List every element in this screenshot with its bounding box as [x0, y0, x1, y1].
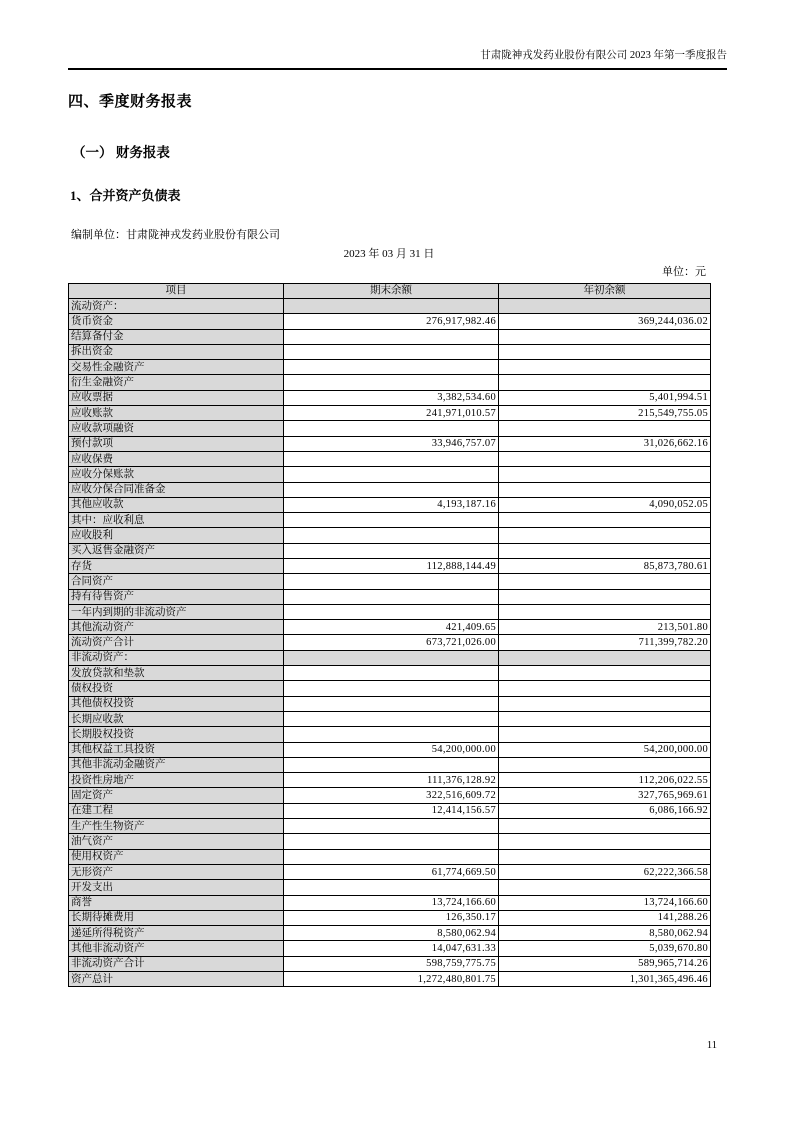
beginning-balance-value: 5,039,670.80	[499, 941, 711, 956]
table-row	[69, 421, 711, 436]
ending-balance-value: 13,724,166.60	[284, 895, 499, 910]
row-label: 其他应收款	[69, 497, 284, 512]
row-label: 流动资产：	[69, 298, 284, 313]
table-row	[69, 329, 711, 344]
table-row	[69, 910, 711, 925]
statement-date: 2023 年 03 月 31 日	[343, 247, 435, 260]
beginning-balance-value: 369,244,036.02	[499, 314, 711, 329]
row-label: 递延所得税资产	[69, 926, 284, 941]
row-label: 一年内到期的非流动资产	[69, 604, 284, 619]
table-row	[69, 941, 711, 956]
section-row	[69, 298, 711, 313]
row-label: 在建工程	[69, 803, 284, 818]
beginning-balance-value	[499, 574, 711, 589]
beginning-balance-value	[499, 344, 711, 359]
ending-balance-value	[284, 344, 499, 359]
table-row	[69, 864, 711, 879]
subsection-title: （一） 财务报表	[72, 144, 170, 160]
beginning-balance-value: 589,965,714.26	[499, 956, 711, 971]
row-label: 长期应收款	[69, 711, 284, 726]
row-label: 商誉	[69, 895, 284, 910]
ending-balance-value	[284, 849, 499, 864]
beginning-balance-value: 1,301,365,496.46	[499, 972, 711, 987]
beginning-balance-value	[499, 360, 711, 375]
row-label: 买入返售金融资产	[69, 543, 284, 558]
ending-balance-value	[284, 375, 499, 390]
table-row	[69, 849, 711, 864]
ending-balance-value	[284, 574, 499, 589]
table-row	[69, 972, 711, 987]
beginning-balance-value: 112,206,022.55	[499, 773, 711, 788]
table-row	[69, 344, 711, 359]
beginning-balance-value: 213,501.80	[499, 620, 711, 635]
ending-balance-value: 8,580,062.94	[284, 926, 499, 941]
row-label: 应收分保合同准备金	[69, 482, 284, 497]
row-label: 预付款项	[69, 436, 284, 451]
table-row	[69, 681, 711, 696]
ending-balance-value: 12,414,156.57	[284, 803, 499, 818]
beginning-balance-value	[499, 467, 711, 482]
table-row	[69, 406, 711, 421]
section-title: 四、季度财务报表	[68, 93, 193, 110]
beginning-balance-value	[499, 543, 711, 558]
table-row	[69, 742, 711, 757]
ending-balance-value: 14,047,631.33	[284, 941, 499, 956]
ending-balance-value	[284, 757, 499, 772]
row-label: 其他权益工具投资	[69, 742, 284, 757]
table-row	[69, 390, 711, 405]
ending-balance-value: 4,193,187.16	[284, 497, 499, 512]
ending-balance-value	[284, 834, 499, 849]
beginning-balance-value	[499, 451, 711, 466]
table-row	[69, 926, 711, 941]
row-label: 货币资金	[69, 314, 284, 329]
beginning-balance-value: 711,399,782.20	[499, 635, 711, 650]
column-header-item: 项目	[69, 283, 284, 298]
page-content	[68, 0, 727, 987]
ending-balance-value	[284, 819, 499, 834]
table-row	[69, 757, 711, 772]
ending-balance-value: 598,759,775.75	[284, 956, 499, 971]
prepared-by-label: 编制单位：甘肃陇神戎发药业股份有限公司	[71, 228, 280, 241]
ending-balance-value	[284, 604, 499, 619]
row-label: 投资性房地产	[69, 773, 284, 788]
ending-balance-value	[284, 650, 499, 665]
beginning-balance-value: 54,200,000.00	[499, 742, 711, 757]
beginning-balance-value	[499, 711, 711, 726]
ending-balance-value: 322,516,609.72	[284, 788, 499, 803]
beginning-balance-value: 4,090,052.05	[499, 497, 711, 512]
ending-balance-value	[284, 589, 499, 604]
beginning-balance-value: 13,724,166.60	[499, 895, 711, 910]
table-row	[69, 574, 711, 589]
row-label: 持有待售资产	[69, 589, 284, 604]
ending-balance-value	[284, 329, 499, 344]
beginning-balance-value	[499, 650, 711, 665]
table-row	[69, 528, 711, 543]
ending-balance-value	[284, 482, 499, 497]
table-header-row	[69, 283, 711, 298]
table-row	[69, 895, 711, 910]
row-label: 开发支出	[69, 880, 284, 895]
beginning-balance-value	[499, 298, 711, 313]
beginning-balance-value: 6,086,166.92	[499, 803, 711, 818]
table-row	[69, 467, 711, 482]
table-row	[69, 635, 711, 650]
beginning-balance-value	[499, 421, 711, 436]
row-label: 长期股权投资	[69, 727, 284, 742]
row-label: 其他非流动资产	[69, 941, 284, 956]
row-label: 发放贷款和垫款	[69, 666, 284, 681]
ending-balance-value: 54,200,000.00	[284, 742, 499, 757]
table-row	[69, 773, 711, 788]
row-label: 应收款项融资	[69, 421, 284, 436]
row-label: 其中：应收利息	[69, 513, 284, 528]
table-body	[69, 298, 711, 986]
row-label: 其他债权投资	[69, 696, 284, 711]
beginning-balance-value: 8,580,062.94	[499, 926, 711, 941]
beginning-balance-value	[499, 757, 711, 772]
document-header: 甘肃陇神戎发药业股份有限公司 2023 年第一季度报告	[68, 0, 727, 70]
table-row	[69, 436, 711, 451]
balance-sheet-table	[68, 283, 711, 988]
table-row	[69, 513, 711, 528]
table-row	[69, 375, 711, 390]
table-row	[69, 497, 711, 512]
row-label: 其他流动资产	[69, 620, 284, 635]
beginning-balance-value: 85,873,780.61	[499, 558, 711, 573]
table-row	[69, 482, 711, 497]
ending-balance-value: 1,272,480,801.75	[284, 972, 499, 987]
ending-balance-value	[284, 543, 499, 558]
row-label: 非流动资产：	[69, 650, 284, 665]
beginning-balance-value: 215,549,755.05	[499, 406, 711, 421]
beginning-balance-value: 327,765,969.61	[499, 788, 711, 803]
ending-balance-value	[284, 360, 499, 375]
beginning-balance-value	[499, 727, 711, 742]
beginning-balance-value	[499, 696, 711, 711]
row-label: 非流动资产合计	[69, 956, 284, 971]
beginning-balance-value: 62,222,366.58	[499, 864, 711, 879]
row-label: 固定资产	[69, 788, 284, 803]
table-row	[69, 604, 711, 619]
beginning-balance-value	[499, 528, 711, 543]
beginning-balance-value: 5,401,994.51	[499, 390, 711, 405]
beginning-balance-value: 141,288.26	[499, 910, 711, 925]
ending-balance-value	[284, 528, 499, 543]
column-header-beginning-balance: 年初余额	[499, 283, 711, 298]
row-label: 资产总计	[69, 972, 284, 987]
row-label: 应收保费	[69, 451, 284, 466]
table-row	[69, 360, 711, 375]
row-label: 交易性金融资产	[69, 360, 284, 375]
ending-balance-value	[284, 451, 499, 466]
beginning-balance-value: 31,026,662.16	[499, 436, 711, 451]
row-label: 拆出资金	[69, 344, 284, 359]
beginning-balance-value	[499, 880, 711, 895]
table-row	[69, 589, 711, 604]
row-label: 衍生金融资产	[69, 375, 284, 390]
row-label: 应收分保账款	[69, 467, 284, 482]
beginning-balance-value	[499, 589, 711, 604]
ending-balance-value: 276,917,982.46	[284, 314, 499, 329]
ending-balance-value	[284, 727, 499, 742]
table-row	[69, 880, 711, 895]
ending-balance-value: 33,946,757.07	[284, 436, 499, 451]
ending-balance-value	[284, 696, 499, 711]
table-row	[69, 314, 711, 329]
ending-balance-value	[284, 681, 499, 696]
table-row	[69, 711, 711, 726]
table-row	[69, 620, 711, 635]
table-row	[69, 956, 711, 971]
table-row	[69, 834, 711, 849]
table-row	[69, 803, 711, 818]
ending-balance-value: 111,376,128.92	[284, 773, 499, 788]
row-label: 应收股利	[69, 528, 284, 543]
table-row	[69, 819, 711, 834]
ending-balance-value: 3,382,534.60	[284, 390, 499, 405]
beginning-balance-value	[499, 681, 711, 696]
page-number: 11	[706, 1040, 717, 1051]
row-label: 使用权资产	[69, 849, 284, 864]
ending-balance-value: 241,971,010.57	[284, 406, 499, 421]
row-label: 油气资产	[69, 834, 284, 849]
table-row	[69, 727, 711, 742]
ending-balance-value: 112,888,144.49	[284, 558, 499, 573]
row-label: 流动资产合计	[69, 635, 284, 650]
row-label: 结算备付金	[69, 329, 284, 344]
ending-balance-value	[284, 666, 499, 681]
table-row	[69, 451, 711, 466]
beginning-balance-value	[499, 375, 711, 390]
ending-balance-value	[284, 467, 499, 482]
row-label: 长期待摊费用	[69, 910, 284, 925]
beginning-balance-value	[499, 604, 711, 619]
row-label: 存货	[69, 558, 284, 573]
ending-balance-value: 126,350.17	[284, 910, 499, 925]
table-row	[69, 666, 711, 681]
row-label: 合同资产	[69, 574, 284, 589]
column-header-ending-balance: 期末余额	[284, 283, 499, 298]
table-row	[69, 788, 711, 803]
beginning-balance-value	[499, 513, 711, 528]
ending-balance-value: 61,774,669.50	[284, 864, 499, 879]
beginning-balance-value	[499, 834, 711, 849]
ending-balance-value	[284, 513, 499, 528]
ending-balance-value: 673,721,026.00	[284, 635, 499, 650]
ending-balance-value	[284, 711, 499, 726]
ending-balance-value	[284, 421, 499, 436]
row-label: 生产性生物资产	[69, 819, 284, 834]
ending-balance-value	[284, 298, 499, 313]
beginning-balance-value	[499, 666, 711, 681]
table-row	[69, 558, 711, 573]
row-label: 债权投资	[69, 681, 284, 696]
row-label: 应收票据	[69, 390, 284, 405]
ending-balance-value: 421,409.65	[284, 620, 499, 635]
section-row	[69, 650, 711, 665]
row-label: 无形资产	[69, 864, 284, 879]
currency-unit-label: 单位：元	[662, 265, 706, 278]
beginning-balance-value	[499, 819, 711, 834]
statement-title: 1、合并资产负债表	[70, 187, 181, 203]
beginning-balance-value	[499, 482, 711, 497]
ending-balance-value	[284, 880, 499, 895]
beginning-balance-value	[499, 849, 711, 864]
row-label: 应收账款	[69, 406, 284, 421]
table-row	[69, 543, 711, 558]
table-row	[69, 696, 711, 711]
row-label: 其他非流动金融资产	[69, 757, 284, 772]
beginning-balance-value	[499, 329, 711, 344]
